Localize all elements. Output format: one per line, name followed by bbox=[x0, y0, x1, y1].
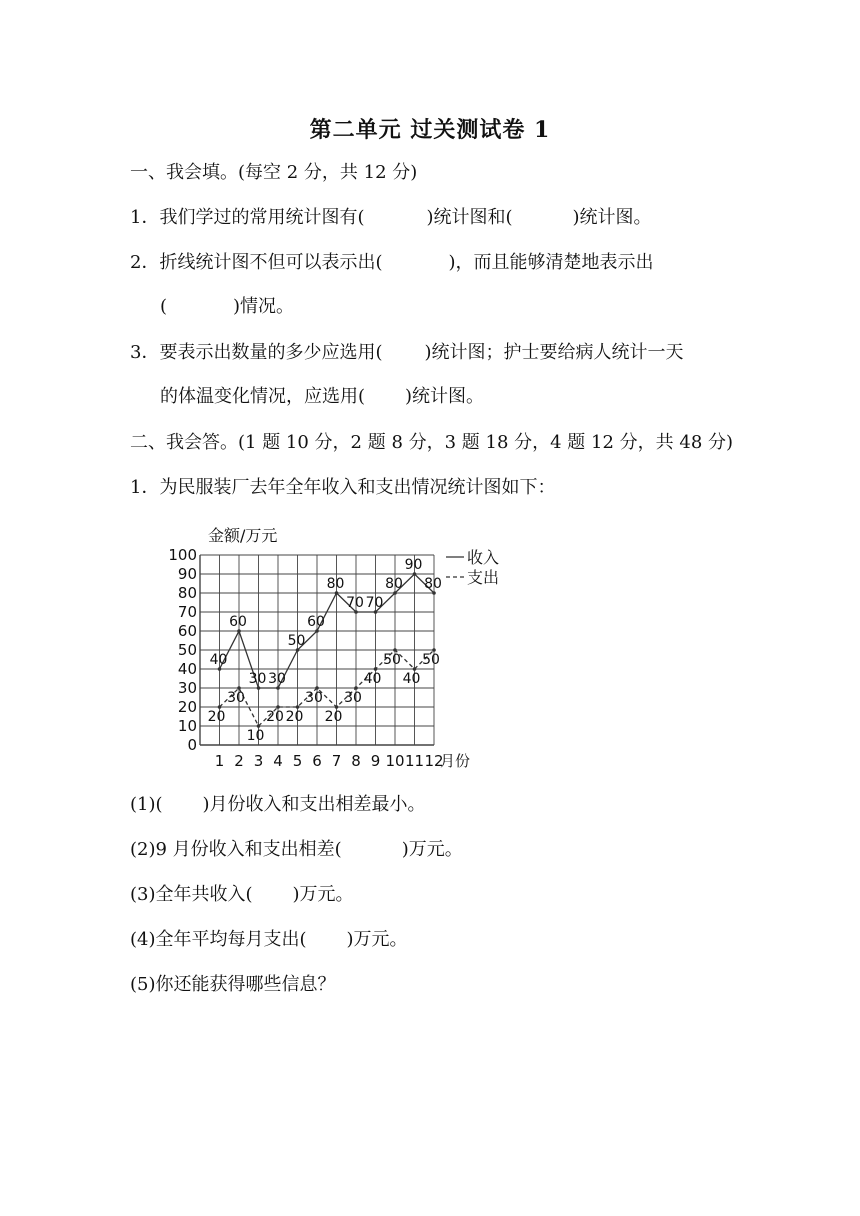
data-label-income: 80 bbox=[326, 576, 345, 592]
sub4-text-b: )万元。 bbox=[346, 929, 408, 950]
y-tick-label: 60 bbox=[177, 622, 197, 640]
subquestion-1 bbox=[130, 792, 426, 818]
sub3-text-a: (3)全年共收入( bbox=[130, 884, 253, 905]
legend-label-expense: 支出 bbox=[467, 568, 500, 587]
data-label-expense: 20 bbox=[207, 709, 226, 725]
y-tick-label: 10 bbox=[177, 717, 197, 735]
q1-2-text-b: )，而且能够清楚地表示出 bbox=[448, 252, 654, 273]
data-label-expense: 20 bbox=[324, 709, 343, 725]
q1-3-text-d: )统计图。 bbox=[405, 386, 485, 407]
x-tick-label: 11 bbox=[404, 752, 425, 770]
data-label-expense: 20 bbox=[266, 709, 284, 725]
q1-3-text-c: 的体温变化情况，应选用( bbox=[160, 386, 366, 407]
q1-1-text-b: )统计图和( bbox=[426, 207, 513, 228]
data-label-income: 50 bbox=[287, 633, 306, 649]
q1-3-text-a: 3．要表示出数量的多少应选用( bbox=[130, 342, 383, 363]
x-tick-label: 12 bbox=[424, 752, 444, 770]
income-expense-line-chart bbox=[160, 515, 540, 775]
x-tick-label: 4 bbox=[273, 752, 283, 770]
data-label-expense: 30 bbox=[305, 690, 323, 706]
x-tick-label: 1 bbox=[214, 752, 225, 770]
subquestion-3 bbox=[130, 882, 354, 908]
sub1-text-b: )月份收入和支出相差最小。 bbox=[202, 794, 426, 815]
x-tick-label: 2 bbox=[234, 752, 244, 770]
x-tick-label: 6 bbox=[312, 752, 322, 770]
q1-2-text-c: )情况。 bbox=[233, 296, 295, 317]
section1-heading: 一、我会填。(每空 2 分，共 12 分) bbox=[130, 162, 418, 183]
q1-1-text-a: 1．我们学过的常用统计图有( bbox=[130, 207, 365, 228]
page-title: 第二单元 过关测试卷 1 bbox=[309, 117, 551, 143]
question-1-2 bbox=[130, 250, 654, 276]
y-tick-label: 0 bbox=[187, 736, 197, 754]
data-label-income: 60 bbox=[229, 614, 247, 630]
q1-1-text-c: )统计图。 bbox=[572, 207, 652, 228]
data-label-income: 60 bbox=[307, 614, 325, 630]
sub1-text-a: (1)( bbox=[130, 794, 163, 815]
x-tick-label: 3 bbox=[253, 752, 264, 770]
data-label-expense: 30 bbox=[344, 690, 362, 706]
data-label-income: 80 bbox=[385, 576, 403, 592]
data-label-expense: 20 bbox=[285, 709, 304, 725]
sub4-text-a: (4)全年平均每月支出( bbox=[130, 929, 307, 950]
data-label-income: 70 bbox=[346, 595, 364, 611]
subquestion-4 bbox=[130, 927, 408, 953]
question-1-3-cont bbox=[160, 384, 484, 410]
sub2-text-b: )万元。 bbox=[401, 839, 463, 860]
q1-3-text-b: )统计图；护士要给病人统计一天 bbox=[424, 342, 684, 363]
y-tick-label: 30 bbox=[177, 679, 197, 697]
q1-2-text-open: ( bbox=[160, 296, 168, 317]
q1-2-text-a: 2．折线统计图不但可以表示出( bbox=[130, 252, 383, 273]
x-tick-label: 9 bbox=[370, 752, 381, 770]
data-label-income: 40 bbox=[209, 652, 228, 668]
y-tick-label: 100 bbox=[168, 546, 197, 564]
question-2-1-intro: 1．为民服装厂去年全年收入和支出情况统计图如下： bbox=[130, 477, 556, 498]
x-tick-label: 7 bbox=[331, 752, 342, 770]
data-label-expense: 10 bbox=[246, 728, 265, 744]
x-tick-label: 8 bbox=[351, 752, 361, 770]
legend-label-income: 收入 bbox=[467, 548, 500, 567]
data-label-income: 90 bbox=[404, 557, 423, 573]
subquestion-5: (5)你还能获得哪些信息？ bbox=[130, 974, 336, 995]
data-label-expense: 50 bbox=[422, 652, 440, 668]
data-label-expense: 50 bbox=[383, 652, 401, 668]
y-tick-label: 90 bbox=[177, 565, 197, 583]
section2-heading: 二、我会答。(1 题 10 分，2 题 8 分，3 题 18 分，4 题 12 分，共 48 分) bbox=[130, 432, 734, 453]
y-axis-title: 金额/万元 bbox=[208, 526, 278, 545]
question-1-2-cont bbox=[160, 294, 294, 320]
sub2-text-a: (2)9 月份收入和支出相差( bbox=[130, 839, 342, 860]
data-label-expense: 40 bbox=[363, 671, 382, 687]
x-axis-title: 月份 bbox=[440, 752, 471, 770]
data-label-income: 70 bbox=[365, 595, 384, 611]
data-label-income: 30 bbox=[248, 671, 267, 687]
data-label-expense: 30 bbox=[227, 690, 245, 706]
y-tick-label: 20 bbox=[177, 698, 197, 716]
y-tick-label: 40 bbox=[177, 660, 197, 678]
question-1-3 bbox=[130, 340, 684, 366]
y-tick-label: 80 bbox=[177, 584, 197, 602]
data-label-expense: 40 bbox=[402, 671, 421, 687]
y-tick-label: 50 bbox=[177, 641, 197, 659]
x-tick-label: 5 bbox=[292, 752, 303, 770]
y-tick-label: 70 bbox=[177, 603, 197, 621]
x-tick-label: 10 bbox=[385, 752, 405, 770]
data-label-income: 30 bbox=[268, 671, 286, 687]
data-label-income: 80 bbox=[424, 576, 442, 592]
subquestion-2 bbox=[130, 837, 463, 863]
question-1-1 bbox=[130, 205, 652, 231]
sub3-text-b: )万元。 bbox=[292, 884, 354, 905]
